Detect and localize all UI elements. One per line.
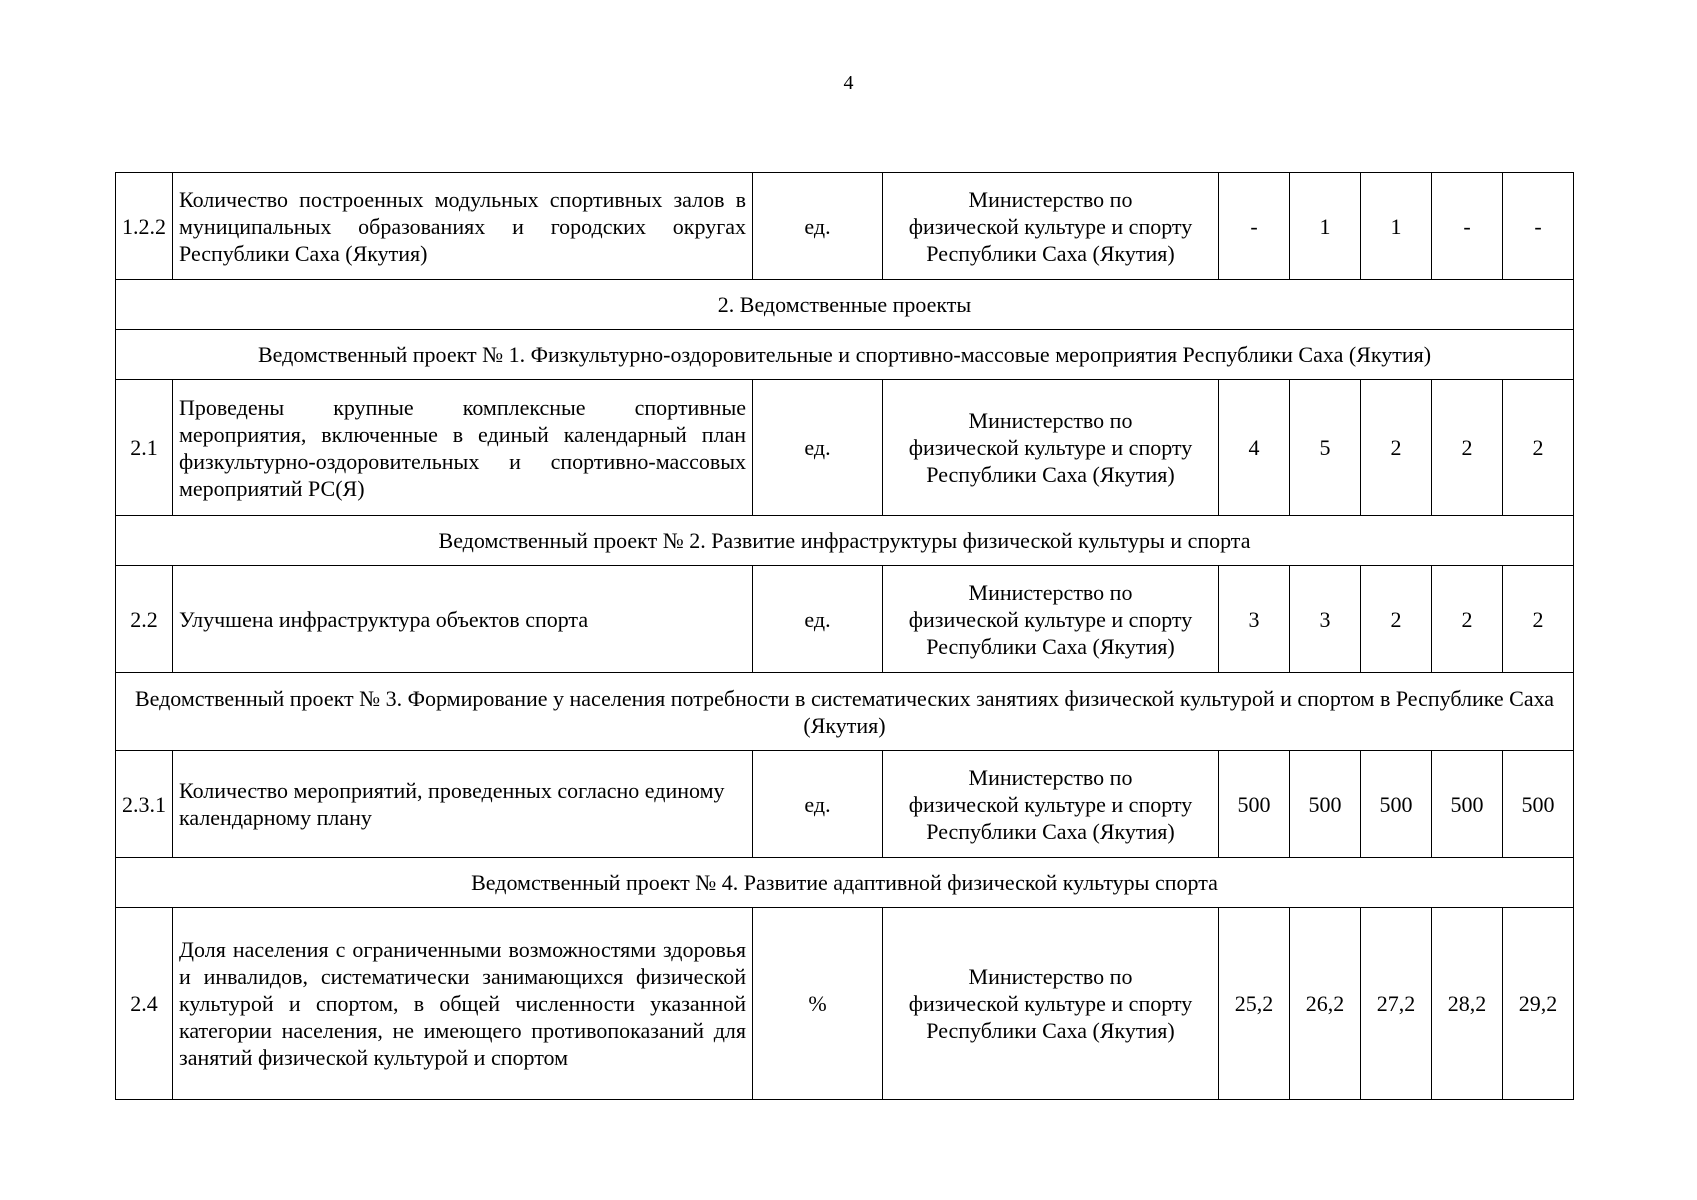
responsible-line: Республики Саха (Якутия) [926,818,1175,844]
project-row [116,330,1574,380]
row-number: 2.1 [116,380,173,516]
row-number: 1.2.2 [116,173,173,280]
value-cell: 2 [1361,380,1432,516]
responsible-line: Министерство по [968,964,1133,989]
unit-cell: ед. [753,380,883,516]
value-cell: - [1503,173,1574,280]
value-cell: 500 [1503,751,1574,858]
responsible-cell [883,751,1219,858]
responsible-line: физической культуре и спорту [908,791,1193,817]
table-row [116,173,1574,280]
value-cell: - [1219,173,1290,280]
responsible-line: Республики Саха (Якутия) [926,240,1175,266]
value-cell: 1 [1290,173,1361,280]
indicator-name: Улучшена инфраструктура объектов спорта [173,566,753,673]
indicator-name: Проведены крупные комплексные спортивные мероприятия, включенные в единый календарный план физкультурно-оздоровительных и спортивно-массовых мероприятий РС(Я) [173,380,753,516]
responsible-line: Республики Саха (Якутия) [926,462,1175,487]
value-cell: 29,2 [1503,908,1574,1100]
unit-cell: ед. [753,566,883,673]
project-heading: Ведомственный проект № 1. Физкультурно-оздоровительные и спортивно-массовые мероприятия Республики Саха (Якутия) [116,330,1574,380]
value-cell: 4 [1219,380,1290,516]
responsible-line: Министерство по [968,579,1133,605]
value-cell: 2 [1432,566,1503,673]
value-cell: 500 [1361,751,1432,858]
value-cell: 500 [1290,751,1361,858]
value-cell: 3 [1219,566,1290,673]
unit-cell: ед. [753,173,883,280]
responsible-line: физической культуре и спорту [908,991,1193,1016]
row-number: 2.4 [116,908,173,1100]
responsible-line: Министерство по [968,186,1133,212]
responsible-line: Республики Саха (Якутия) [926,1018,1175,1043]
table-row [116,380,1574,516]
value-cell: 28,2 [1432,908,1503,1100]
value-cell: - [1432,173,1503,280]
table-row [116,566,1574,673]
responsible-line: физической культуре и спорту [908,606,1193,632]
section-heading: 2. Ведомственные проекты [116,280,1574,330]
value-cell: 500 [1432,751,1503,858]
indicator-name: Доля населения с ограниченными возможностями здоровья и инвалидов, систематически занимающихся физической культурой и спортом, в общей численности указанной категории населения, не имеющего противопоказаний для занятий физической культурой и спортом [173,908,753,1100]
page-number: 4 [843,72,854,94]
value-cell: 3 [1290,566,1361,673]
responsible-cell [883,566,1219,673]
indicators-table [115,172,1574,1100]
responsible-line: Республики Саха (Якутия) [926,633,1175,659]
value-cell: 2 [1432,380,1503,516]
value-cell: 500 [1219,751,1290,858]
value-cell: 2 [1361,566,1432,673]
project-heading: Ведомственный проект № 3. Формирование у населения потребности в систематических занятиях физической культурой и спортом в Республике Саха (Якутия) [116,673,1574,751]
value-cell: 2 [1503,566,1574,673]
indicator-name: Количество построенных модульных спортивных залов в муниципальных образованиях и городских округах Республики Саха (Якутия) [173,173,753,280]
project-row [116,858,1574,908]
value-cell: 26,2 [1290,908,1361,1100]
responsible-cell [883,380,1219,516]
value-cell: 1 [1361,173,1432,280]
indicator-name: Количество мероприятий, проведенных согласно единому календарному плану [173,751,753,858]
project-heading: Ведомственный проект № 2. Развитие инфраструктуры физической культуры и спорта [116,516,1574,566]
responsible-line: физической культуре и спорту [908,213,1193,239]
value-cell: 5 [1290,380,1361,516]
section-row [116,280,1574,330]
responsible-cell [883,173,1219,280]
value-cell: 25,2 [1219,908,1290,1100]
responsible-cell [883,908,1219,1100]
row-number: 2.2 [116,566,173,673]
responsible-line: физической культуре и спорту [908,435,1193,460]
table-row [116,751,1574,858]
project-row [116,673,1574,751]
value-cell: 27,2 [1361,908,1432,1100]
responsible-line: Министерство по [968,408,1133,433]
responsible-line: Министерство по [968,764,1133,790]
project-row [116,516,1574,566]
table-row [116,908,1574,1100]
unit-cell: % [753,908,883,1100]
row-number: 2.3.1 [116,751,173,858]
unit-cell: ед. [753,751,883,858]
project-heading: Ведомственный проект № 4. Развитие адаптивной физической культуры спорта [116,858,1574,908]
value-cell: 2 [1503,380,1574,516]
